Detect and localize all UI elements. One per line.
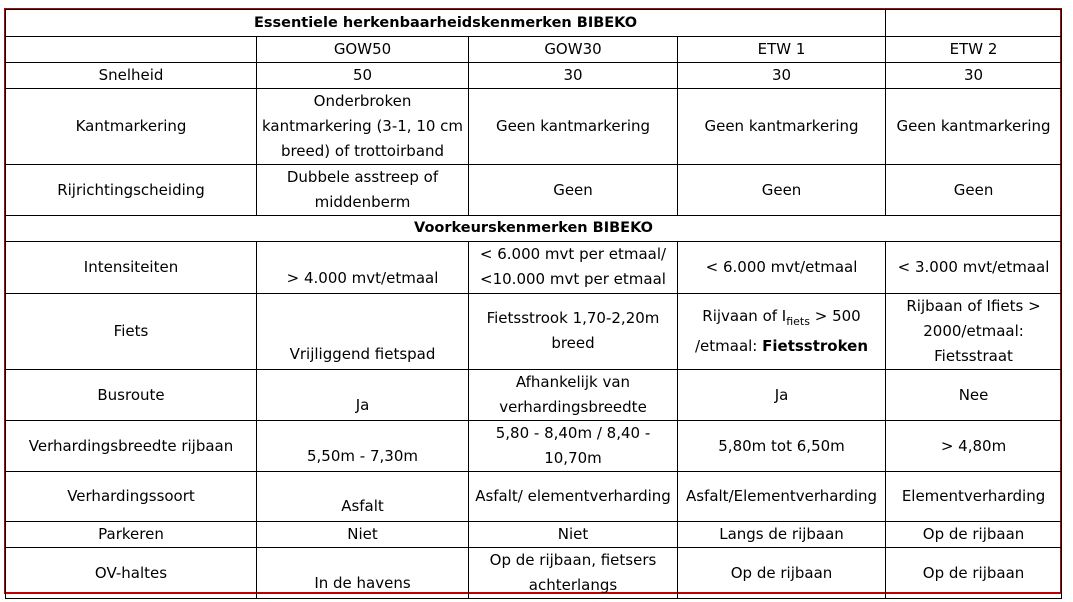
cell: Geen <box>886 165 1062 216</box>
cell: > 4.000 mvt/etmaal <box>257 242 469 294</box>
cell: Geen <box>469 165 678 216</box>
cell: Nee <box>886 370 1062 421</box>
row-label: Verhardingssoort <box>6 472 257 522</box>
fiets-etw1-pre: Rijvaan of I <box>702 307 787 325</box>
table-row <box>6 63 1062 89</box>
row-label: Fiets <box>6 294 257 370</box>
cell: 30 <box>886 63 1062 89</box>
cell: Asfalt/ elementverharding <box>469 472 678 522</box>
bibeko-table <box>5 9 1062 599</box>
table-row <box>6 242 1062 294</box>
fiets-etw1-post: > 500 /etmaal: <box>694 307 861 355</box>
cell: < 6.000 mvt per etmaal/ <10.000 mvt per etmaal <box>469 242 678 294</box>
table-row <box>6 421 1062 472</box>
cell <box>678 294 886 370</box>
cell: 5,80m tot 6,50m <box>678 421 886 472</box>
cell: Langs de rijbaan <box>678 522 886 548</box>
cell: Op de rijbaan <box>886 548 1062 599</box>
cell: Geen kantmarkering <box>886 89 1062 165</box>
cell: Afhankelijk van verhardingsbreedte <box>469 370 678 421</box>
row-label: Kantmarkering <box>6 89 257 165</box>
empty-cell <box>6 37 257 63</box>
row-label: Busroute <box>6 370 257 421</box>
cell: Geen <box>678 165 886 216</box>
row-label: Intensiteiten <box>6 242 257 294</box>
cell: < 6.000 mvt/etmaal <box>678 242 886 294</box>
cell: Rijbaan of Ifiets > 2000/etmaal: Fietsstraat <box>886 294 1062 370</box>
column-header: ETW 1 <box>678 37 886 63</box>
cell: 30 <box>678 63 886 89</box>
cell: Geen kantmarkering <box>469 89 678 165</box>
title-essential: Essentiele herkenbaarheidskenmerken BIBEKO <box>6 10 886 37</box>
fiets-etw1-bold: Fietsstroken <box>762 337 869 355</box>
table-row <box>6 548 1062 599</box>
cell: Elementverharding <box>886 472 1062 522</box>
cell: 50 <box>257 63 469 89</box>
table-row <box>6 216 1062 242</box>
cell: Fietsstrook 1,70-2,20m breed <box>469 294 678 370</box>
cell: Op de rijbaan <box>886 522 1062 548</box>
cell: In de havens <box>257 548 469 599</box>
table-row <box>6 522 1062 548</box>
fiets-etw1-sub: fiets <box>786 315 810 328</box>
column-header: GOW30 <box>469 37 678 63</box>
cell: 30 <box>469 63 678 89</box>
cell: Op de rijbaan, fietsers achterlangs <box>469 548 678 599</box>
cell: Vrijliggend fietspad <box>257 294 469 370</box>
empty-cell <box>886 10 1062 37</box>
table-row <box>6 370 1062 421</box>
table-row <box>6 472 1062 522</box>
cell: < 3.000 mvt/etmaal <box>886 242 1062 294</box>
table-row <box>6 294 1062 370</box>
column-header: GOW50 <box>257 37 469 63</box>
table-row <box>6 10 1062 37</box>
cell: Onderbroken kantmarkering (3-1, 10 cm breed) of trottoirband <box>257 89 469 165</box>
row-label: Verhardingsbreedte rijbaan <box>6 421 257 472</box>
cell: Ja <box>257 370 469 421</box>
cell: 5,50m - 7,30m <box>257 421 469 472</box>
cell: Geen kantmarkering <box>678 89 886 165</box>
cell: Asfalt <box>257 472 469 522</box>
cell: 5,80 - 8,40m / 8,40 - 10,70m <box>469 421 678 472</box>
cell: Niet <box>469 522 678 548</box>
cell: Ja <box>678 370 886 421</box>
row-label: Rijrichtingscheiding <box>6 165 257 216</box>
table-row <box>6 37 1062 63</box>
table-row <box>6 165 1062 216</box>
table-row <box>6 89 1062 165</box>
title-preference: Voorkeurskenmerken BIBEKO <box>6 216 1062 242</box>
row-label: OV-haltes <box>6 548 257 599</box>
cell: Dubbele asstreep of middenberm <box>257 165 469 216</box>
column-header: ETW 2 <box>886 37 1062 63</box>
cell: > 4,80m <box>886 421 1062 472</box>
cell: Op de rijbaan <box>678 548 886 599</box>
row-label: Parkeren <box>6 522 257 548</box>
row-label: Snelheid <box>6 63 257 89</box>
cell: Niet <box>257 522 469 548</box>
cell: Asfalt/Elementverharding <box>678 472 886 522</box>
